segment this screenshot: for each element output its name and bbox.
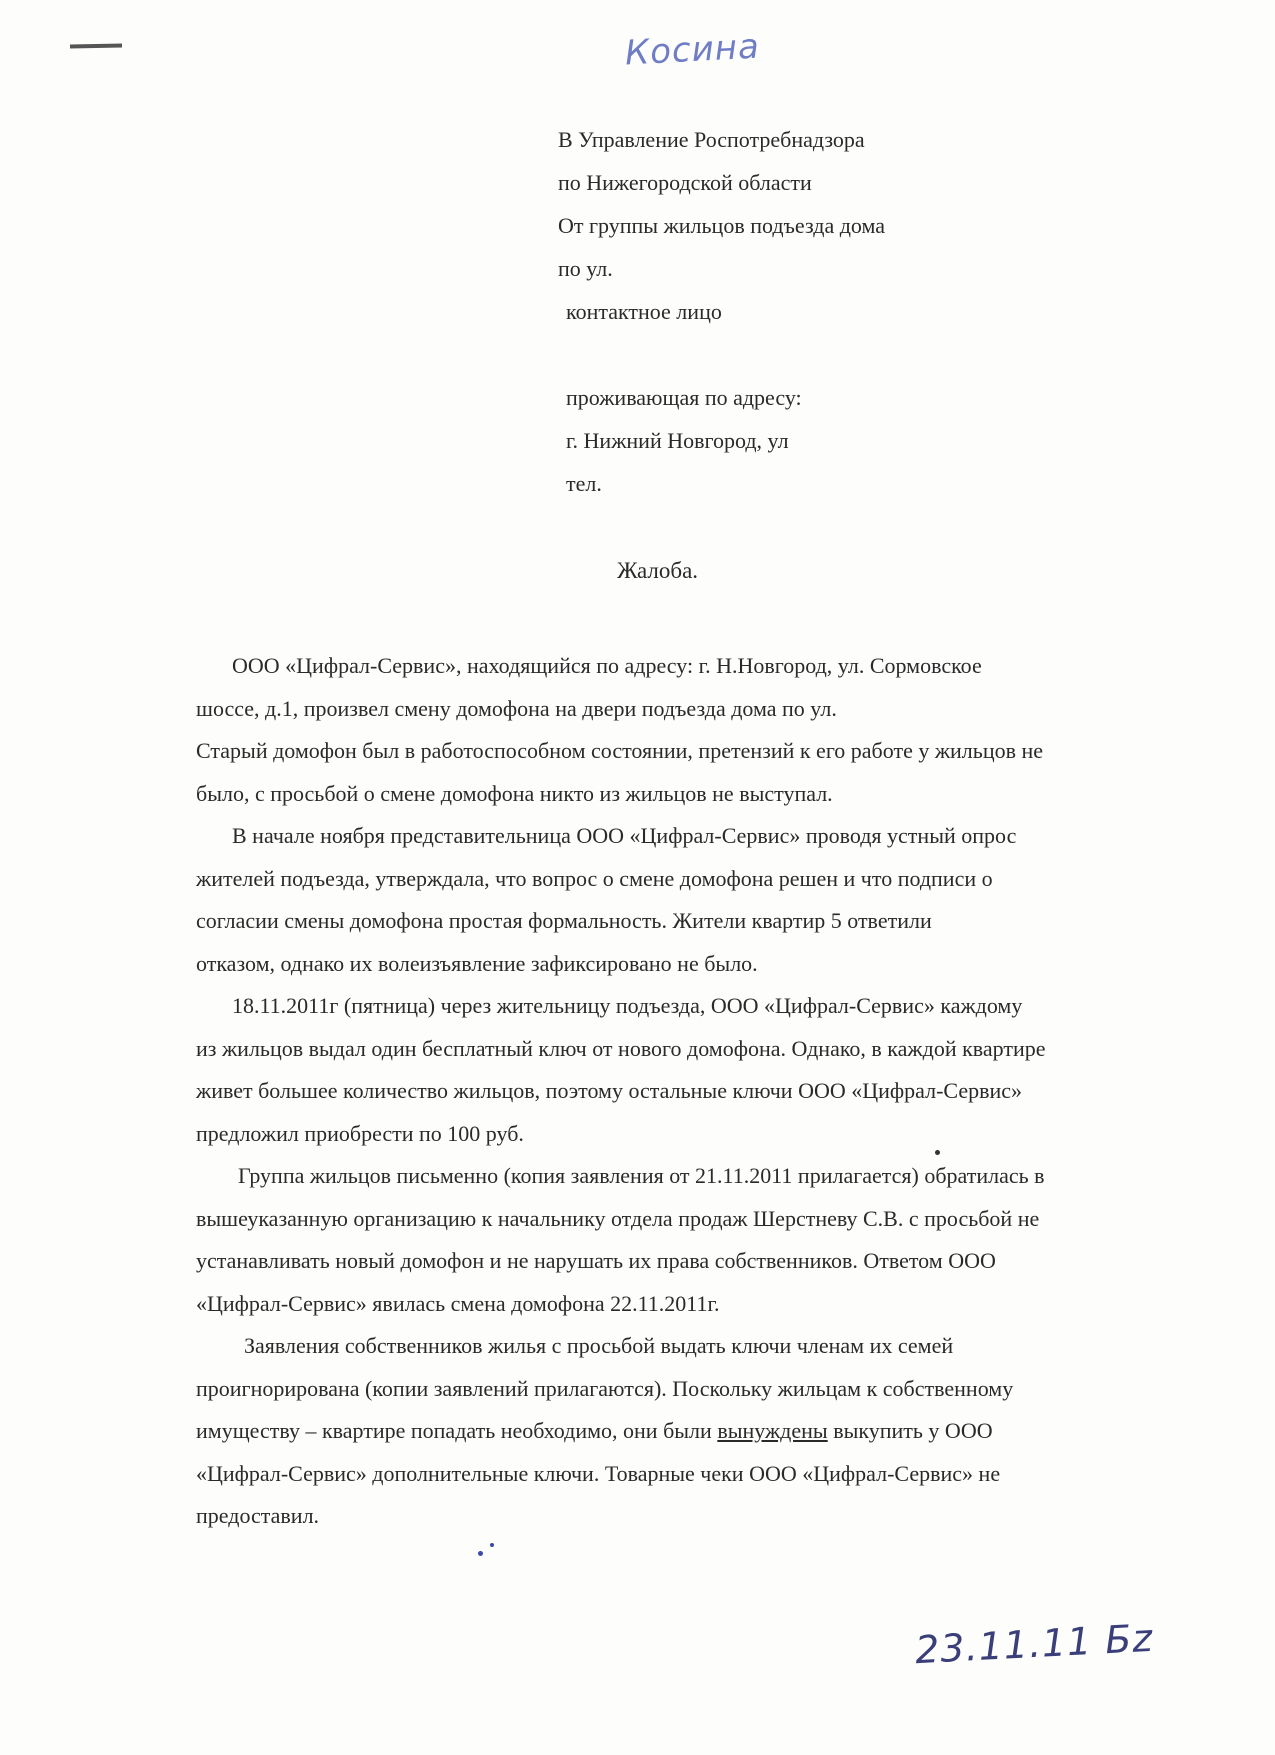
body-line: согласии смены домофона простая формальность. Жители квартир 5 ответили [196, 908, 932, 933]
body-text: имуществу – квартире попадать необходимо, они были [196, 1418, 718, 1443]
body-line: живет большее количество жильцов, поэтому остальные ключи ООО «Цифрал-Сервис» [196, 1078, 1023, 1103]
addressee-line: по Нижегородской области [558, 170, 812, 195]
scan-mark [70, 44, 122, 49]
body-line: жителей подъезда, утверждала, что вопрос о смене домофона решен и что подписи о [196, 865, 993, 891]
handwritten-date-note: 23.11.11 Бz [914, 1615, 1155, 1673]
addressee-block [558, 118, 885, 505]
body-line: из жильцов выдал один бесплатный ключ от нового домофона. Однако, в каждой квартире [196, 1035, 1046, 1061]
addressee-line: В Управление Роспотребнадзора [558, 127, 865, 152]
body-line: В начале ноября представительница ООО «Цифрал-Сервис» проводя устный опрос [232, 823, 1017, 848]
addressee-line-redacted [558, 333, 885, 376]
body-line: предложил приобрести по 100 руб. [196, 1120, 524, 1146]
addressee-line: тел. [566, 471, 602, 496]
body-line: проигнорирована (копии заявлений прилагаются). Поскольку жильцам к собственному [196, 1375, 1014, 1401]
ink-dot [490, 1543, 494, 1547]
ink-dot [478, 1551, 483, 1556]
body-line: Группа жильцов письменно (копия заявления от 21.11.2011 прилагается) обратилась в [238, 1163, 1045, 1188]
body-line: Заявления собственников жилья с просьбой выдать ключи членам их семей [244, 1333, 954, 1358]
body-line: шоссе, д.1, произвел смену домофона на двери подъезда дома по ул. [196, 695, 837, 721]
body-text: выкупить у ООО [827, 1418, 993, 1443]
addressee-line: г. Нижний Новгород, ул [566, 428, 789, 453]
body-line-with-underline [196, 1410, 1181, 1453]
document-body [196, 645, 1181, 1538]
body-line: было, с просьбой о смене домофона никто из жильцов не выступал. [196, 780, 833, 806]
body-line: предоставил. [196, 1503, 320, 1528]
addressee-line: От группы жильцов подъезда дома [558, 213, 886, 238]
body-line: устанавливать новый домофон и не нарушать их права собственников. Ответом ООО [196, 1248, 996, 1273]
body-line: «Цифрал-Сервис» явилась смена домофона 22.11.2011г. [196, 1290, 720, 1316]
handwritten-note-top: Косина [624, 26, 761, 74]
body-line: «Цифрал-Сервис» дополнительные ключи. Товарные чеки ООО «Цифрал-Сервис» не [196, 1460, 1001, 1486]
underlined-word: вынуждены [717, 1418, 828, 1443]
addressee-line: проживающая по адресу: [566, 385, 802, 410]
body-line: отказом, однако их волеизъявление зафиксировано не было. [196, 950, 758, 976]
document-title: Жалоба. [616, 558, 699, 583]
ink-dot [935, 1150, 940, 1155]
body-line: Старый домофон был в работоспособном состоянии, претензий к его работе у жильцов не [196, 738, 1044, 763]
body-line: 18.11.2011г (пятница) через жительницу подъезда, ООО «Цифрал-Сервис» каждому [232, 993, 1023, 1018]
body-line: вышеуказанную организацию к начальнику отдела продаж Шерстневу С.В. с просьбой не [196, 1205, 1040, 1231]
addressee-line: по ул. [558, 256, 613, 281]
addressee-line: контактное лицо [566, 299, 722, 324]
body-line: ООО «Цифрал-Сервис», находящийся по адресу: г. Н.Новгород, ул. Сормовское [232, 653, 982, 678]
